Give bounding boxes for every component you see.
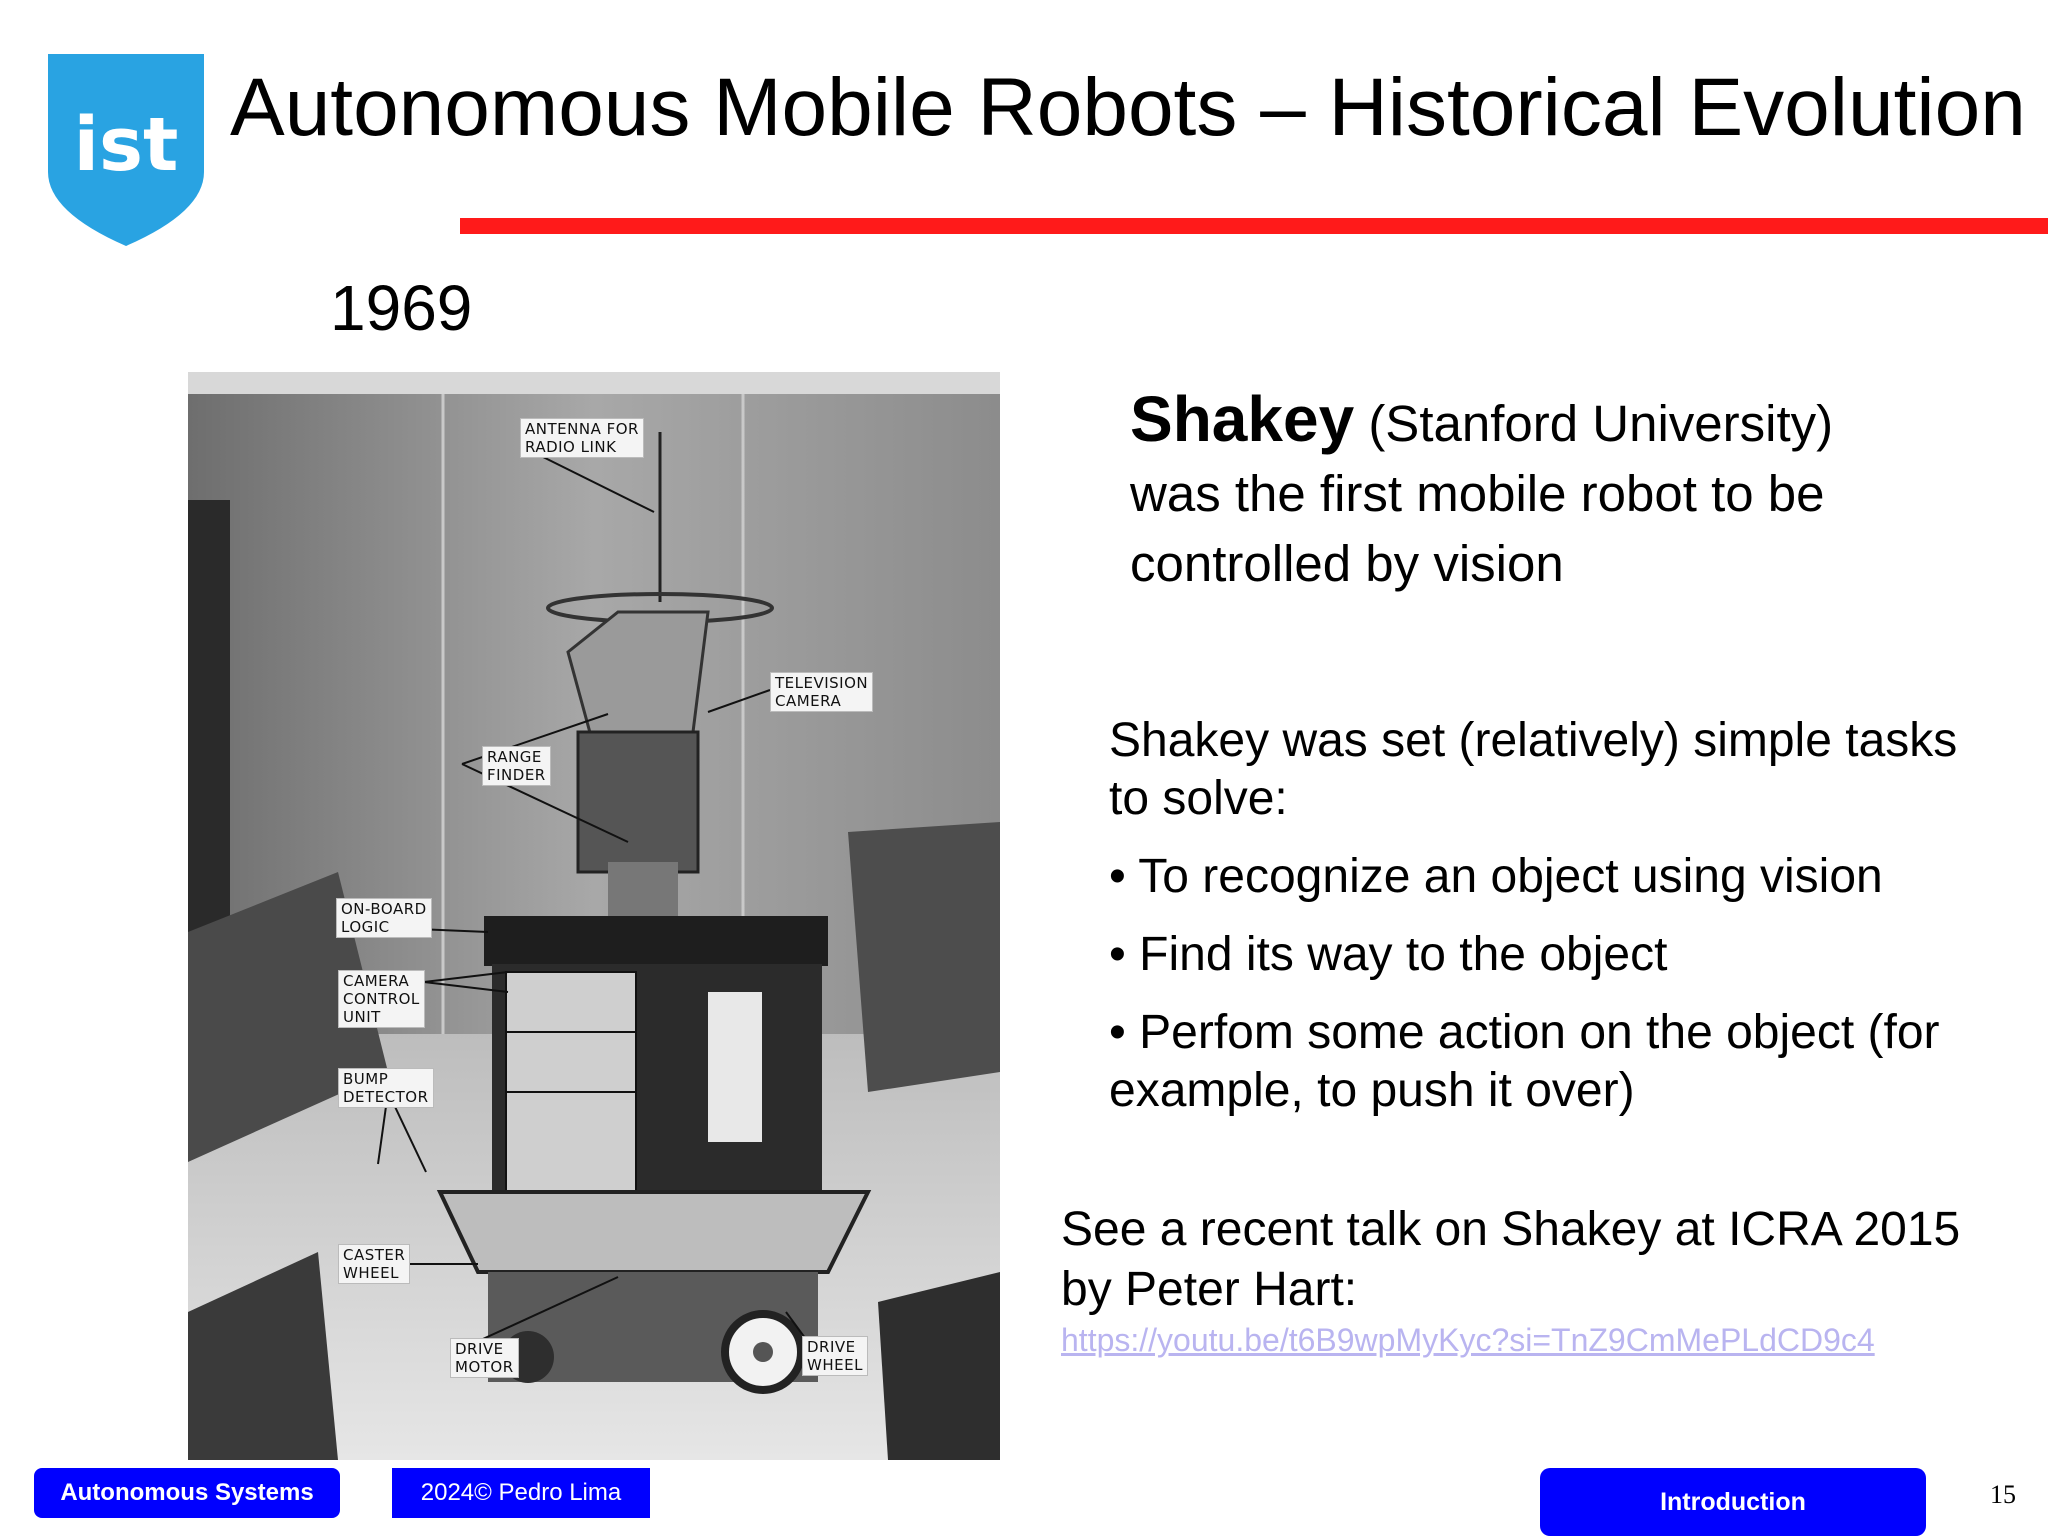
label-bump-detector: BUMP DETECTOR — [338, 1068, 434, 1108]
shakey-photo — [188, 372, 1000, 1460]
talk-block — [1061, 1200, 2011, 1360]
label-onboard-logic: ON-BOARD LOGIC — [336, 898, 432, 938]
title-underline — [460, 218, 2048, 234]
label-caster-wheel: CASTER WHEEL — [338, 1244, 410, 1284]
footer-author-badge: 2024© Pedro Lima — [392, 1468, 650, 1518]
tasks-lead: Shakey was set (relatively) simple tasks to solve: — [1109, 714, 1958, 825]
talk-text: See a recent talk on Shakey at ICRA 2015 by Peter Hart: — [1061, 1203, 1961, 1316]
intro-description: was the first mobile robot to be controlled by vision — [1130, 465, 1825, 592]
logo-text: ist — [73, 102, 179, 188]
label-antenna: ANTENNA FOR RADIO LINK — [520, 418, 644, 458]
label-camera-control: CAMERA CONTROL UNIT — [338, 970, 425, 1028]
talk-link[interactable]: https://youtu.be/t6B9wpMyKyc?si=TnZ9CmMePLdCD9c4 — [1061, 1322, 1875, 1358]
slide-title: Autonomous Mobile Robots – Historical Evolution — [230, 62, 2026, 153]
tasks-block — [1109, 712, 2009, 1120]
robot-name: Shakey — [1130, 383, 1355, 455]
task-item: • To recognize an object using vision — [1109, 850, 1883, 903]
page-number: 15 — [1990, 1480, 2016, 1509]
footer-section-badge: Introduction — [1540, 1468, 1926, 1536]
ist-logo — [44, 52, 208, 248]
label-drive-motor: DRIVE MOTOR — [450, 1338, 519, 1378]
label-range-finder: RANGE FINDER — [482, 746, 551, 786]
footer-course-badge: Autonomous Systems — [34, 1468, 340, 1518]
task-item: • Find its way to the object — [1109, 928, 1668, 981]
intro-paragraph — [1130, 384, 1990, 599]
affiliation: (Stanford University) — [1354, 395, 1834, 452]
task-item: • Perfom some action on the object (for example, to push it over) — [1109, 1006, 1940, 1117]
label-tv-camera: TELEVISION CAMERA — [770, 672, 873, 712]
label-drive-wheel: DRIVE WHEEL — [802, 1336, 868, 1376]
year-heading: 1969 — [330, 272, 473, 344]
